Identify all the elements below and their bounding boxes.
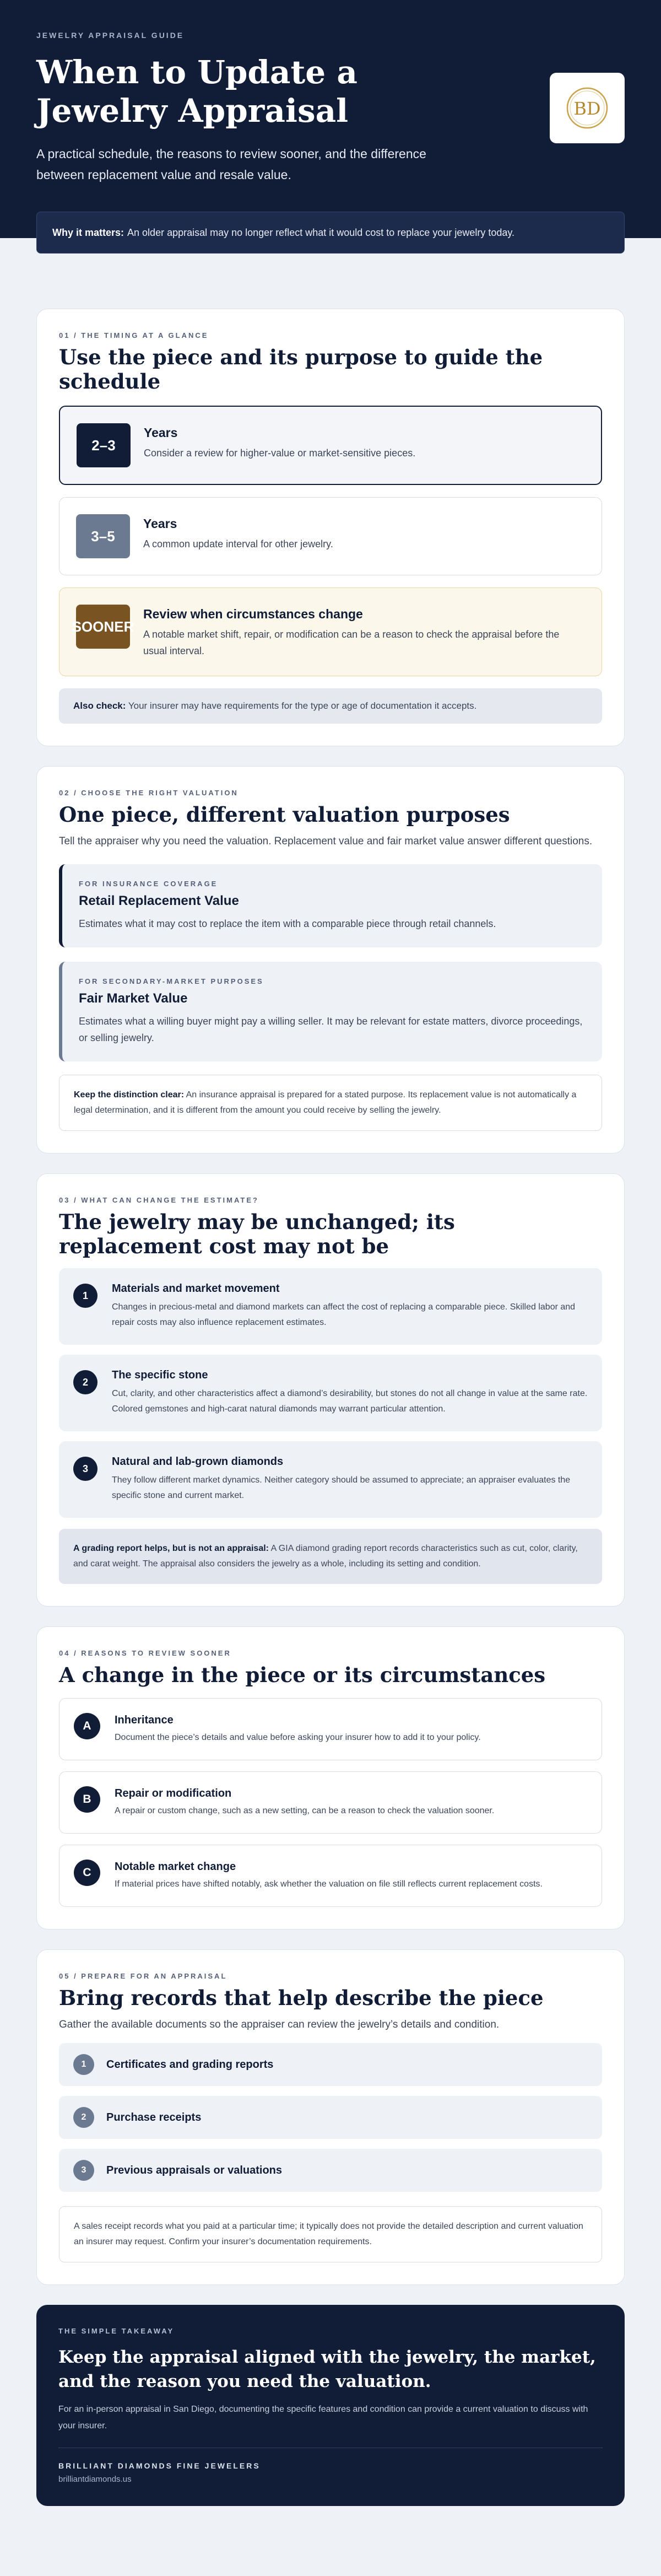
- valuation-purpose: [59, 864, 602, 947]
- tile-heading: Years: [144, 425, 178, 440]
- section-title: The jewelry may be unchanged; its replacement cost may not be: [59, 1210, 455, 1258]
- reason-letter: B: [74, 1786, 100, 1813]
- tile-heading: Years: [143, 516, 177, 531]
- takeaway-section: [36, 2305, 625, 2506]
- section-kicker: 03 / WHAT CAN CHANGE THE ESTIMATE?: [59, 1196, 259, 1204]
- reasons-section: [36, 1626, 625, 1930]
- distinction-label: Keep the distinction clear:: [74, 1090, 185, 1100]
- section-title: One piece, different valuation purposes: [59, 802, 510, 827]
- main-content: [0, 309, 661, 2506]
- svg-text:BD: BD: [573, 98, 601, 119]
- factor-heading: Natural and lab-grown diamonds: [112, 1456, 284, 1468]
- factor-text: Cut, clarity, and other characteristics affect a diamond’s desirability, but stones do not all change in value at the same rate. Colored gemstones and high-carat natural diamonds may warrant particular attention.: [112, 1389, 588, 1414]
- why-it-matters-note: [36, 212, 625, 254]
- tile-text: A notable market shift, repair, or modification can be a reason to check the appraisal before the usual interval.: [143, 629, 560, 656]
- section-title: Use the piece and its purpose to guide the schedule: [59, 345, 543, 394]
- schedule-tile: [59, 497, 602, 575]
- estimate-factor: [59, 1268, 602, 1345]
- records-section: [36, 1949, 625, 2285]
- brand-url: brilliantdiamonds.us: [58, 2475, 132, 2484]
- note-text: An older appraisal may no longer reflect what it would cost to replace your jewelry today.: [127, 227, 515, 238]
- factor-heading: Materials and market movement: [112, 1282, 280, 1295]
- record-number: 2: [73, 2107, 94, 2128]
- grading-report-label: A grading report helps, but is not an appraisal:: [73, 1544, 269, 1553]
- section-kicker: 02 / CHOOSE THE RIGHT VALUATION: [59, 789, 239, 797]
- section-title: A change in the piece or its circumstances: [59, 1663, 546, 1687]
- purpose-text: Estimates what a willing buyer might pay a willing seller. It may be relevant for estate matters, divorce proceedings, or selling jewelry.: [79, 1016, 583, 1043]
- record-number: 1: [73, 2054, 94, 2075]
- reason-heading: Inheritance: [115, 1714, 174, 1726]
- brand-name: BRILLIANT DIAMONDS FINE JEWELERS: [58, 2461, 261, 2470]
- receipt-note: A sales receipt records what you paid at a particular time; it typically does not provide the detailed description and current valuation an insurer may request. Confirm your insurer’s documentation requirements.: [59, 2206, 602, 2262]
- valuation-section: [36, 766, 625, 1154]
- record-item: [59, 2096, 602, 2139]
- estimate-factor: [59, 1441, 602, 1518]
- hero-subtitle: A practical schedule, the reasons to review sooner, and the difference between replacement value and resale value.: [36, 147, 426, 182]
- reason-heading: Notable market change: [115, 1861, 236, 1873]
- purpose-kicker: FOR SECONDARY-MARKET PURPOSES: [79, 977, 264, 985]
- monogram-icon: [564, 84, 611, 132]
- purpose-heading: Retail Replacement Value: [79, 893, 239, 908]
- section-title: Bring records that help describe the piece: [59, 1986, 544, 2010]
- distinction-note: [59, 1075, 602, 1131]
- factor-heading: The specific stone: [112, 1369, 208, 1381]
- estimate-section: [36, 1173, 625, 1607]
- grading-report-note: [59, 1529, 602, 1584]
- record-number: 3: [73, 2160, 94, 2181]
- reason-text: A repair or custom change, such as a new setting, can be a reason to check the valuation sooner.: [115, 1806, 495, 1815]
- section-intro: Tell the appraiser why you need the valuation. Replacement value and fair market value answer different questions.: [59, 836, 593, 847]
- record-label: Purchase receipts: [106, 2111, 202, 2124]
- purpose-kicker: FOR INSURANCE COVERAGE: [79, 880, 218, 888]
- timing-section: [36, 309, 625, 746]
- reason-text: Document the piece’s details and value before asking your insurer how to add it to your policy.: [115, 1733, 481, 1742]
- hero-header: [0, 0, 661, 238]
- brand-logo: [550, 73, 625, 143]
- record-item: [59, 2149, 602, 2192]
- schedule-tile: [59, 406, 602, 485]
- factor-number: 3: [73, 1457, 97, 1481]
- purpose-heading: Fair Market Value: [79, 991, 188, 1006]
- tile-heading: Review when circumstances change: [143, 607, 363, 621]
- estimate-factor: [59, 1355, 602, 1431]
- record-item: [59, 2043, 602, 2086]
- note-label: Why it matters:: [52, 227, 124, 238]
- reason-letter: A: [74, 1713, 100, 1739]
- distinction-text: An insurance appraisal is prepared for a stated purpose. Its replacement value is not automatically a legal determination, and it is different from the amount you could receive by selling the jewelry.: [74, 1090, 577, 1115]
- interval-badge: 3–5: [76, 514, 130, 558]
- valuation-purpose: [59, 962, 602, 1061]
- takeaway-kicker: THE SIMPLE TAKEAWAY: [58, 2327, 175, 2335]
- grading-report-text: A GIA diamond grading report records characteristics such as cut, color, clarity, and carat weight. The appraisal also considers the jewelry as a whole, including its setting and condition.: [73, 1544, 578, 1569]
- factor-number: 2: [73, 1370, 97, 1394]
- record-label: Previous appraisals or valuations: [106, 2164, 283, 2176]
- schedule-tile: [59, 588, 602, 676]
- factor-text: Changes in precious-metal and diamond markets can affect the cost of replacing a comparable piece. Skilled labor and repair costs may also influence replacement estimates.: [112, 1302, 576, 1327]
- purpose-text: Estimates what it may cost to replace the item with a comparable piece through retail channels.: [79, 918, 496, 929]
- reason-item: [59, 1845, 602, 1907]
- section-intro: Gather the available documents so the appraiser can review the jewelry’s details and condition.: [59, 2019, 500, 2030]
- takeaway-text: For an in-person appraisal in San Diego, documenting the specific features and condition can provide a current valuation to discuss with your insurer.: [58, 2405, 588, 2431]
- section-kicker: 04 / REASONS TO REVIEW SOONER: [59, 1649, 231, 1657]
- record-label: Certificates and grading reports: [106, 2058, 274, 2071]
- also-check-note: [59, 688, 602, 724]
- reason-heading: Repair or modification: [115, 1787, 232, 1799]
- page-title: When to Update a Jewelry Appraisal: [36, 53, 357, 130]
- factor-number: 1: [73, 1284, 97, 1308]
- reason-item: [59, 1698, 602, 1760]
- hero-kicker: JEWELRY APPRAISAL GUIDE: [36, 31, 185, 40]
- interval-badge: SOONER: [76, 605, 130, 649]
- reason-letter: C: [74, 1860, 100, 1886]
- also-check-text: Your insurer may have requirements for the type or age of documentation it accepts.: [128, 700, 477, 711]
- also-check-label: Also check:: [73, 700, 126, 711]
- reason-item: [59, 1771, 602, 1834]
- interval-badge: 2–3: [77, 423, 131, 467]
- tile-text: A common update interval for other jewelry.: [143, 538, 333, 549]
- section-kicker: 05 / PREPARE FOR AN APPRAISAL: [59, 1972, 227, 1980]
- factor-text: They follow different market dynamics. Neither category should be assumed to appreciate; an appraiser evaluates the specific stone and current market.: [112, 1475, 571, 1500]
- reason-text: If material prices have shifted notably, ask whether the valuation on file still reflects current replacement costs.: [115, 1879, 543, 1889]
- tile-text: Consider a review for higher-value or market-sensitive pieces.: [144, 448, 416, 459]
- section-kicker: 01 / THE TIMING AT A GLANCE: [59, 331, 209, 339]
- takeaway-title: Keep the appraisal aligned with the jewelry, the market, and the reason you need the valuation.: [58, 2347, 596, 2391]
